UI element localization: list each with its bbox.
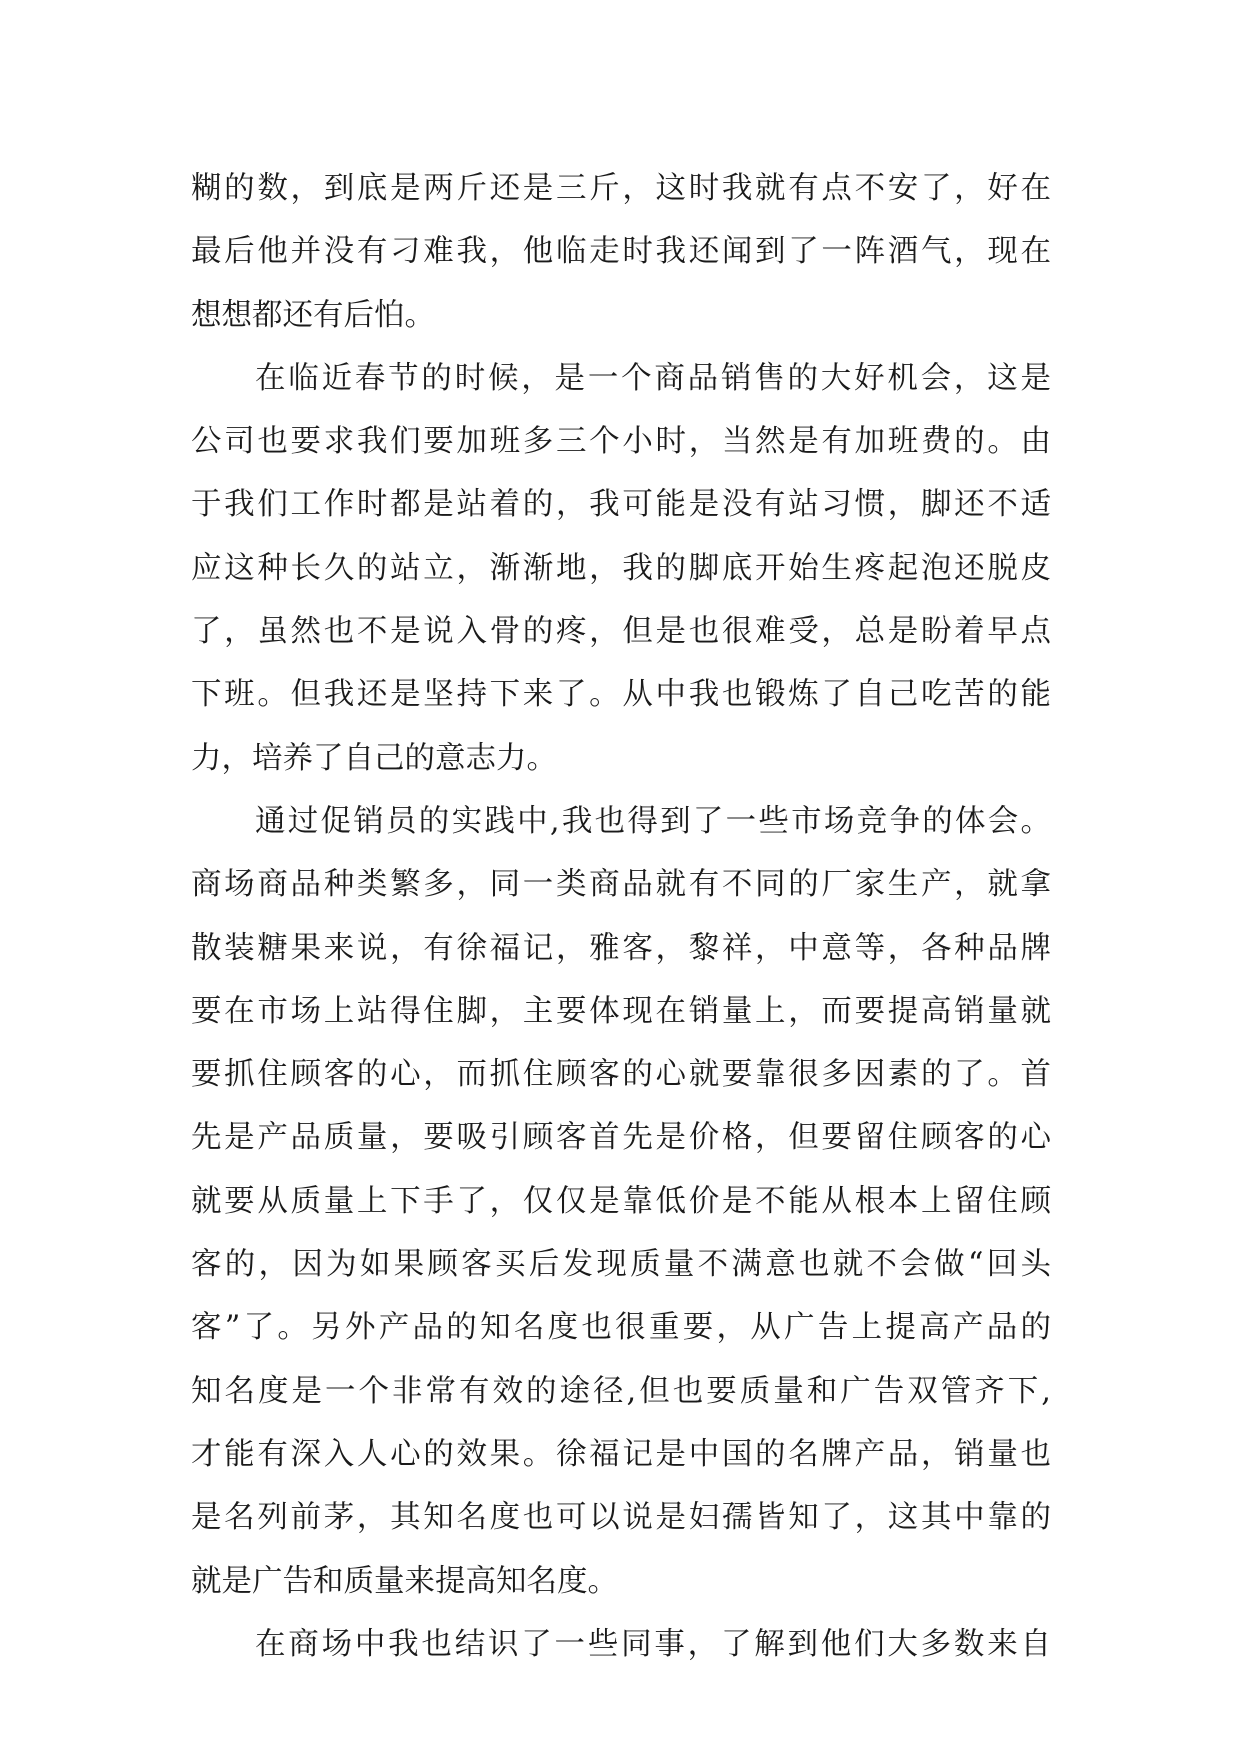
text-line: 要抓住顾客的心，而抓住顾客的心就要靠很多因素的了。首: [191, 1057, 1051, 1093]
text-line: 知名度是一个非常有效的途径,但也要质量和广告双管齐下,: [191, 1373, 1051, 1409]
text-line: 糊的数，到底是两斤还是三斤，这时我就有点不安了，好在: [191, 171, 1051, 206]
text-line: 于我们工作时都是站着的，我可能是没有站习惯，脚还不适: [191, 487, 1051, 523]
text-line: 下班。但我还是坚持下来了。从中我也锻炼了自己吃苦的能: [191, 677, 1051, 713]
text-line: 就是广告和质量来提高知名度。: [191, 1563, 618, 1599]
paragraph-first-line: 在商场中我也结识了一些同事，了解到他们大多数来自: [255, 1626, 1051, 1662]
text-line: 公司也要求我们要加班多三个小时，当然是有加班费的。由: [191, 424, 1051, 460]
text-line: 应这种长久的站立，渐渐地，我的脚底开始生疼起泡还脱皮: [191, 550, 1051, 586]
text-line: 最后他并没有刁难我，他临走时我还闻到了一阵酒气，现在: [191, 234, 1051, 270]
text-line: 想想都还有后怕。: [191, 297, 435, 333]
text-line: 散装糖果来说，有徐福记，雅客，黎祥，中意等，各种品牌: [191, 930, 1051, 966]
text-line: 才能有深入人心的效果。徐福记是中国的名牌产品，销量也: [191, 1436, 1051, 1472]
text-line: 客”了。另外产品的知名度也很重要，从广告上提高产品的: [191, 1310, 1051, 1346]
text-line: 力，培养了自己的意志力。: [191, 740, 557, 776]
text-line: 要在市场上站得住脚，主要体现在销量上，而要提高销量就: [191, 993, 1051, 1029]
text-line: 是名列前茅，其知名度也可以说是妇孺皆知了，这其中靠的: [191, 1500, 1051, 1536]
text-line: 就要从质量上下手了，仅仅是靠低价是不能从根本上留住顾: [191, 1183, 1051, 1219]
paragraph-first-line: 在临近春节的时候，是一个商品销售的大好机会，这是: [255, 360, 1051, 396]
text-line: 了，虽然也不是说入骨的疼，但是也很难受，总是盼着早点: [191, 614, 1051, 650]
text-line: 客的，因为如果顾客买后发现质量不满意也就不会做“回头: [191, 1247, 1051, 1283]
body-text: [191, 157, 1051, 1676]
text-line: 商场商品种类繁多，同一类商品就有不同的厂家生产，就拿: [191, 867, 1051, 903]
text-line: 先是产品质量，要吸引顾客首先是价格，但要留住顾客的心: [191, 1120, 1051, 1156]
paragraph-first-line: 通过促销员的实践中,我也得到了一些市场竞争的体会。: [255, 803, 1051, 839]
